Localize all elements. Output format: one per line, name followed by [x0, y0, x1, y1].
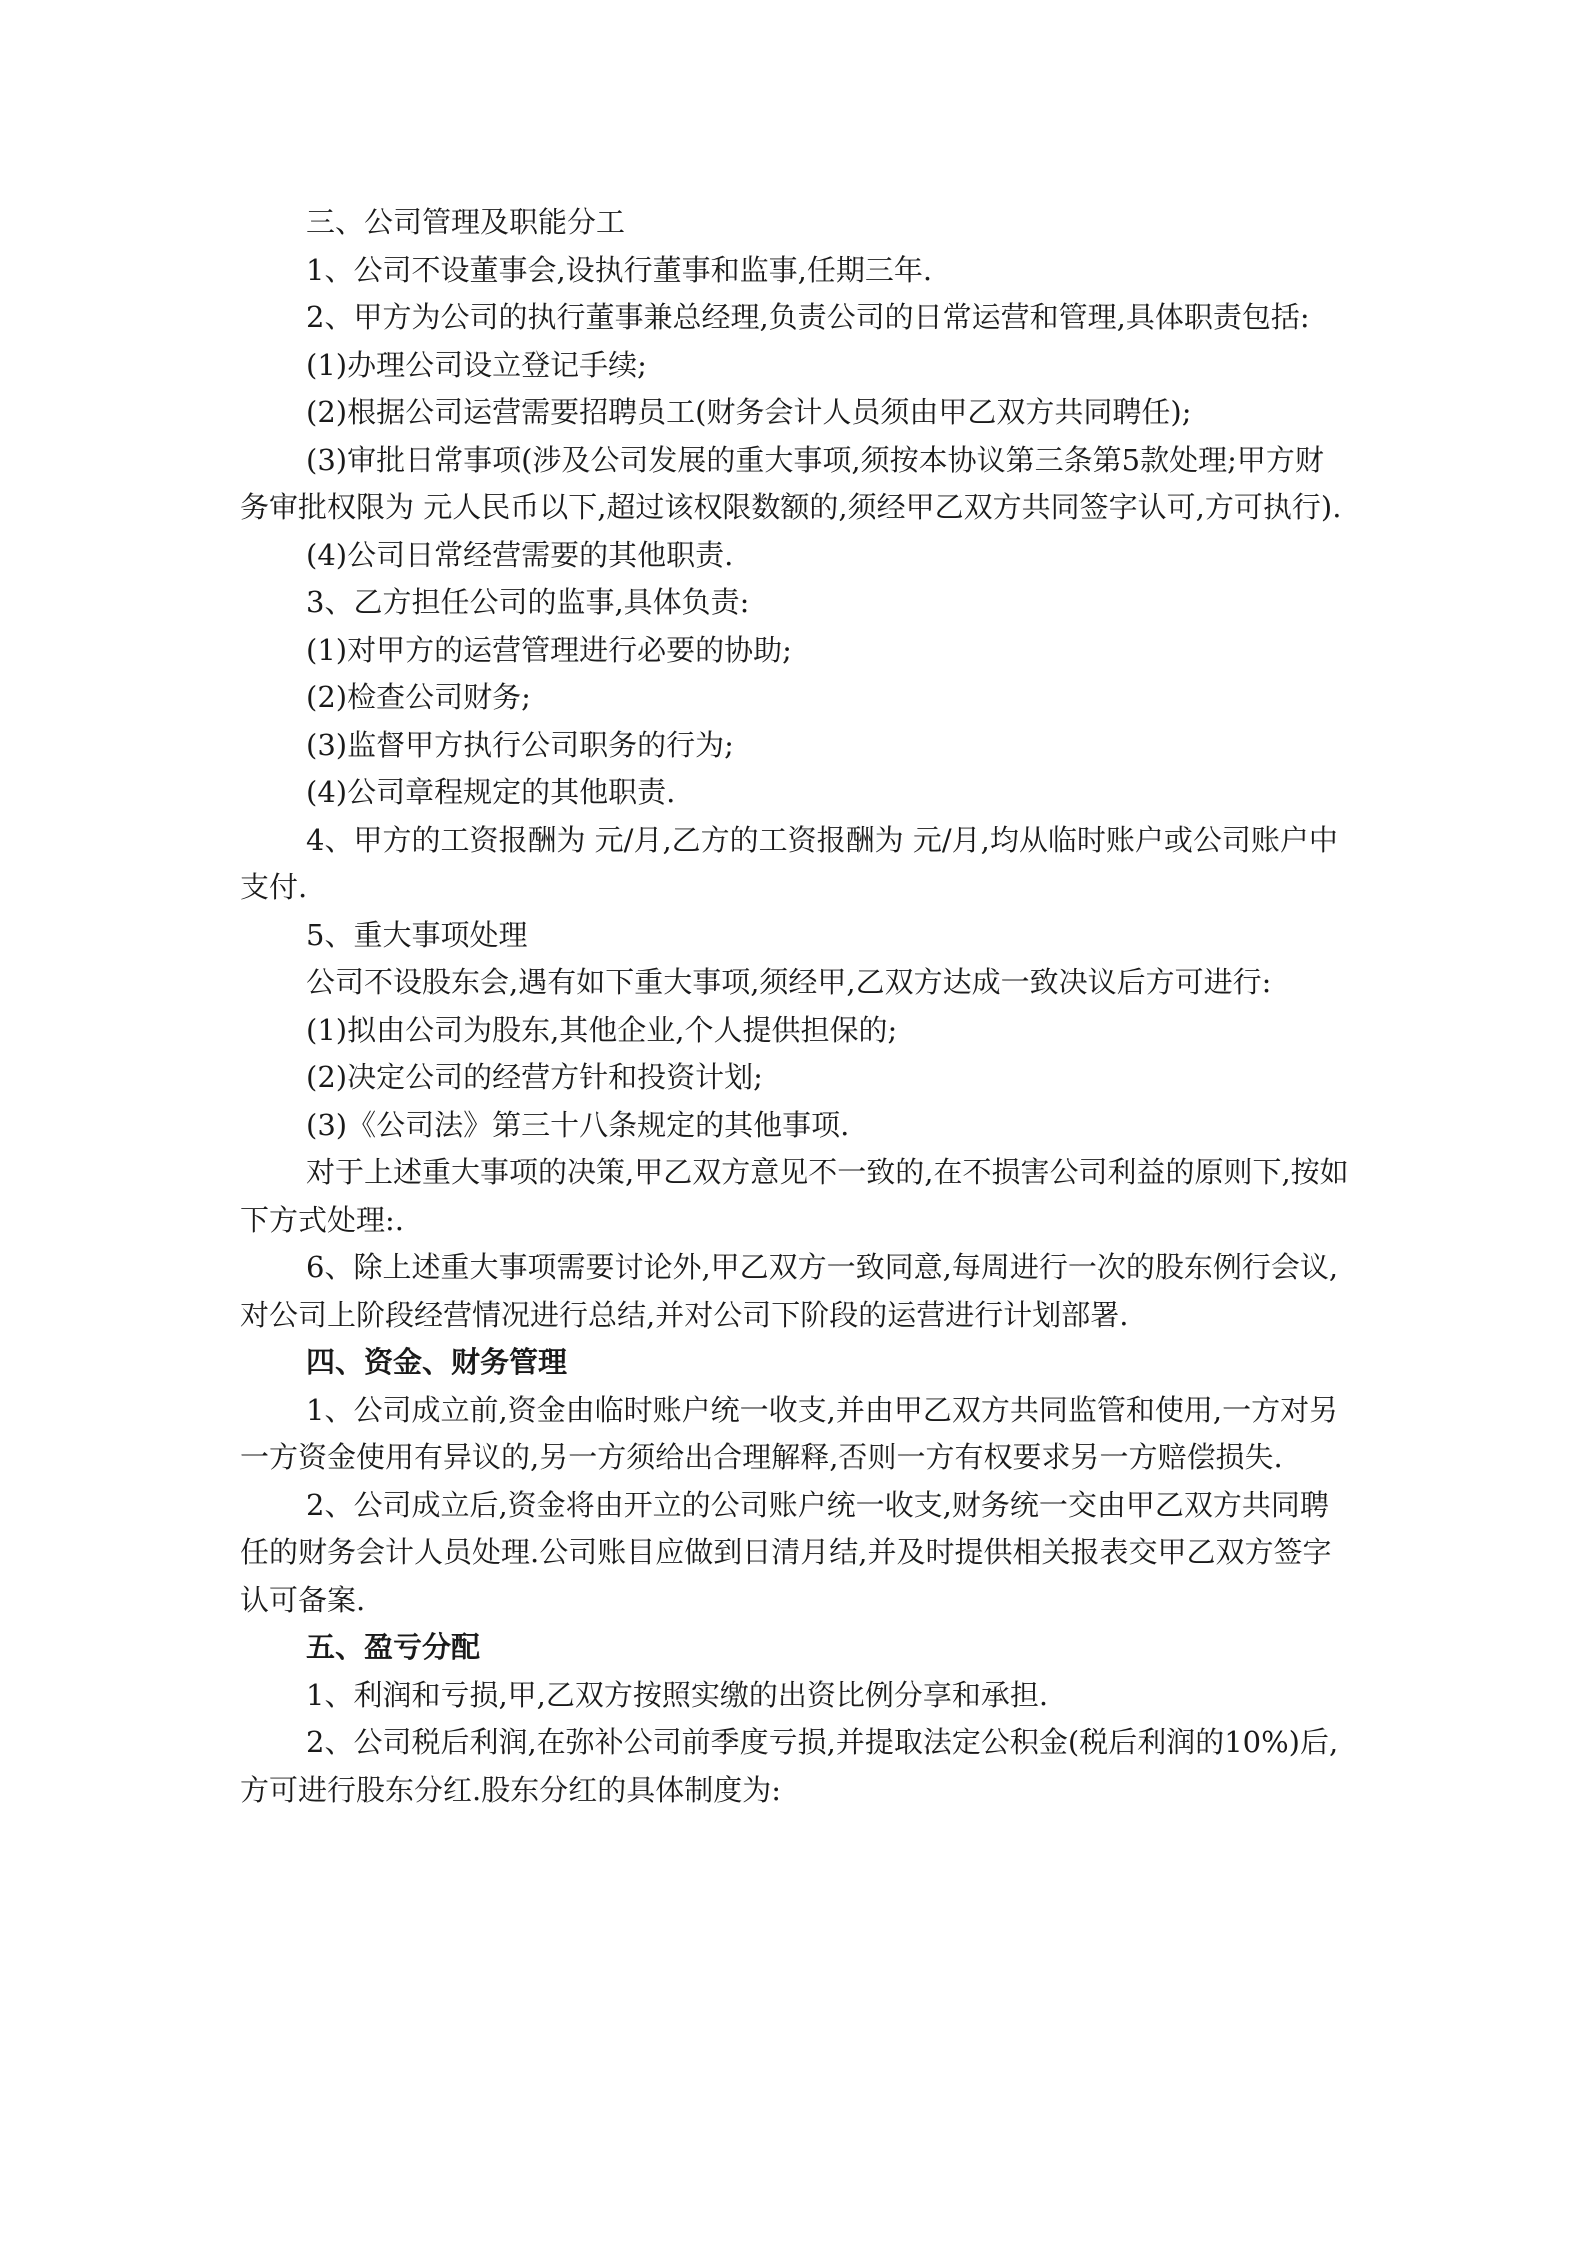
list-item: (2)根据公司运营需要招聘员工(财务会计人员须由甲乙双方共同聘任);: [306, 395, 1192, 429]
list-item: (1)办理公司设立登记手续;: [306, 347, 647, 382]
list-item: (2)检查公司财务;: [306, 680, 531, 714]
paragraph: 6、除上述重大事项需要讨论外,甲乙双方一致同意,每周进行一次的股东例行会议,对公司上阶段经营情况进行总结,并对公司下阶段的运营进行计划部署.: [240, 1250, 1339, 1332]
list-item: (4)公司章程规定的其他职责.: [306, 775, 676, 809]
section-heading-5: 五、盈亏分配: [306, 1630, 481, 1664]
document-body: [240, 199, 1350, 1814]
paragraph: 4、甲方的工资报酬为 元/月,乙方的工资报酬为 元/月,均从临时账户或公司账户中支付.: [240, 822, 1338, 904]
paragraph: 公司不设股东会,遇有如下重大事项,须经甲,乙双方达成一致决议后方可进行:: [306, 965, 1272, 999]
section-heading-3: 三、公司管理及职能分工: [306, 205, 626, 239]
list-item: (4)公司日常经营需要的其他职责.: [306, 537, 734, 572]
paragraph: 5、重大事项处理: [306, 917, 528, 952]
paragraph: 2、甲方为公司的执行董事兼总经理,负责公司的日常运营和管理,具体职责包括:: [306, 300, 1310, 334]
paragraph: 3、乙方担任公司的监事,具体负责:: [306, 585, 750, 619]
paragraph: 1、公司成立前,资金由临时账户统一收支,并由甲乙双方共同监管和使用,一方对另一方资金使用有异议的,另一方须给出合理解释,否则一方有权要求另一方赔偿损失.: [240, 1392, 1339, 1474]
list-item: (1)对甲方的运营管理进行必要的协助;: [306, 632, 792, 667]
paragraph: 对于上述重大事项的决策,甲乙双方意见不一致的,在不损害公司利益的原则下,按如下方式处理:.: [240, 1155, 1349, 1237]
list-item: (3)《公司法》第三十八条规定的其他事项.: [306, 1107, 850, 1142]
list-item: (3)审批日常事项(涉及公司发展的重大事项,须按本协议第三条第5款处理;甲方财务审批权限为 元人民币以下,超过该权限数额的,须经甲乙双方共同签字认可,方可执行).: [240, 442, 1342, 524]
paragraph: 1、公司不设董事会,设执行董事和监事,任期三年.: [306, 252, 933, 287]
paragraph: 2、公司税后利润,在弥补公司前季度亏损,并提取法定公积金(税后利润的10%)后,方可进行股东分红.股东分红的具体制度为:: [240, 1725, 1339, 1807]
list-item: (2)决定公司的经营方针和投资计划;: [306, 1060, 763, 1094]
paragraph: 2、公司成立后,资金将由开立的公司账户统一收支,财务统一交由甲乙双方共同聘任的财务会计人员处理.公司账目应做到日清月结,并及时提供相关报表交甲乙双方签字认可备案.: [240, 1487, 1332, 1617]
list-item: (3)监督甲方执行公司职务的行为;: [306, 727, 734, 762]
list-item: (1)拟由公司为股东,其他企业,个人提供担保的;: [306, 1012, 898, 1047]
section-heading-4: 四、资金、财务管理: [306, 1345, 568, 1379]
paragraph: 1、利润和亏损,甲,乙双方按照实缴的出资比例分享和承担.: [306, 1677, 1049, 1712]
